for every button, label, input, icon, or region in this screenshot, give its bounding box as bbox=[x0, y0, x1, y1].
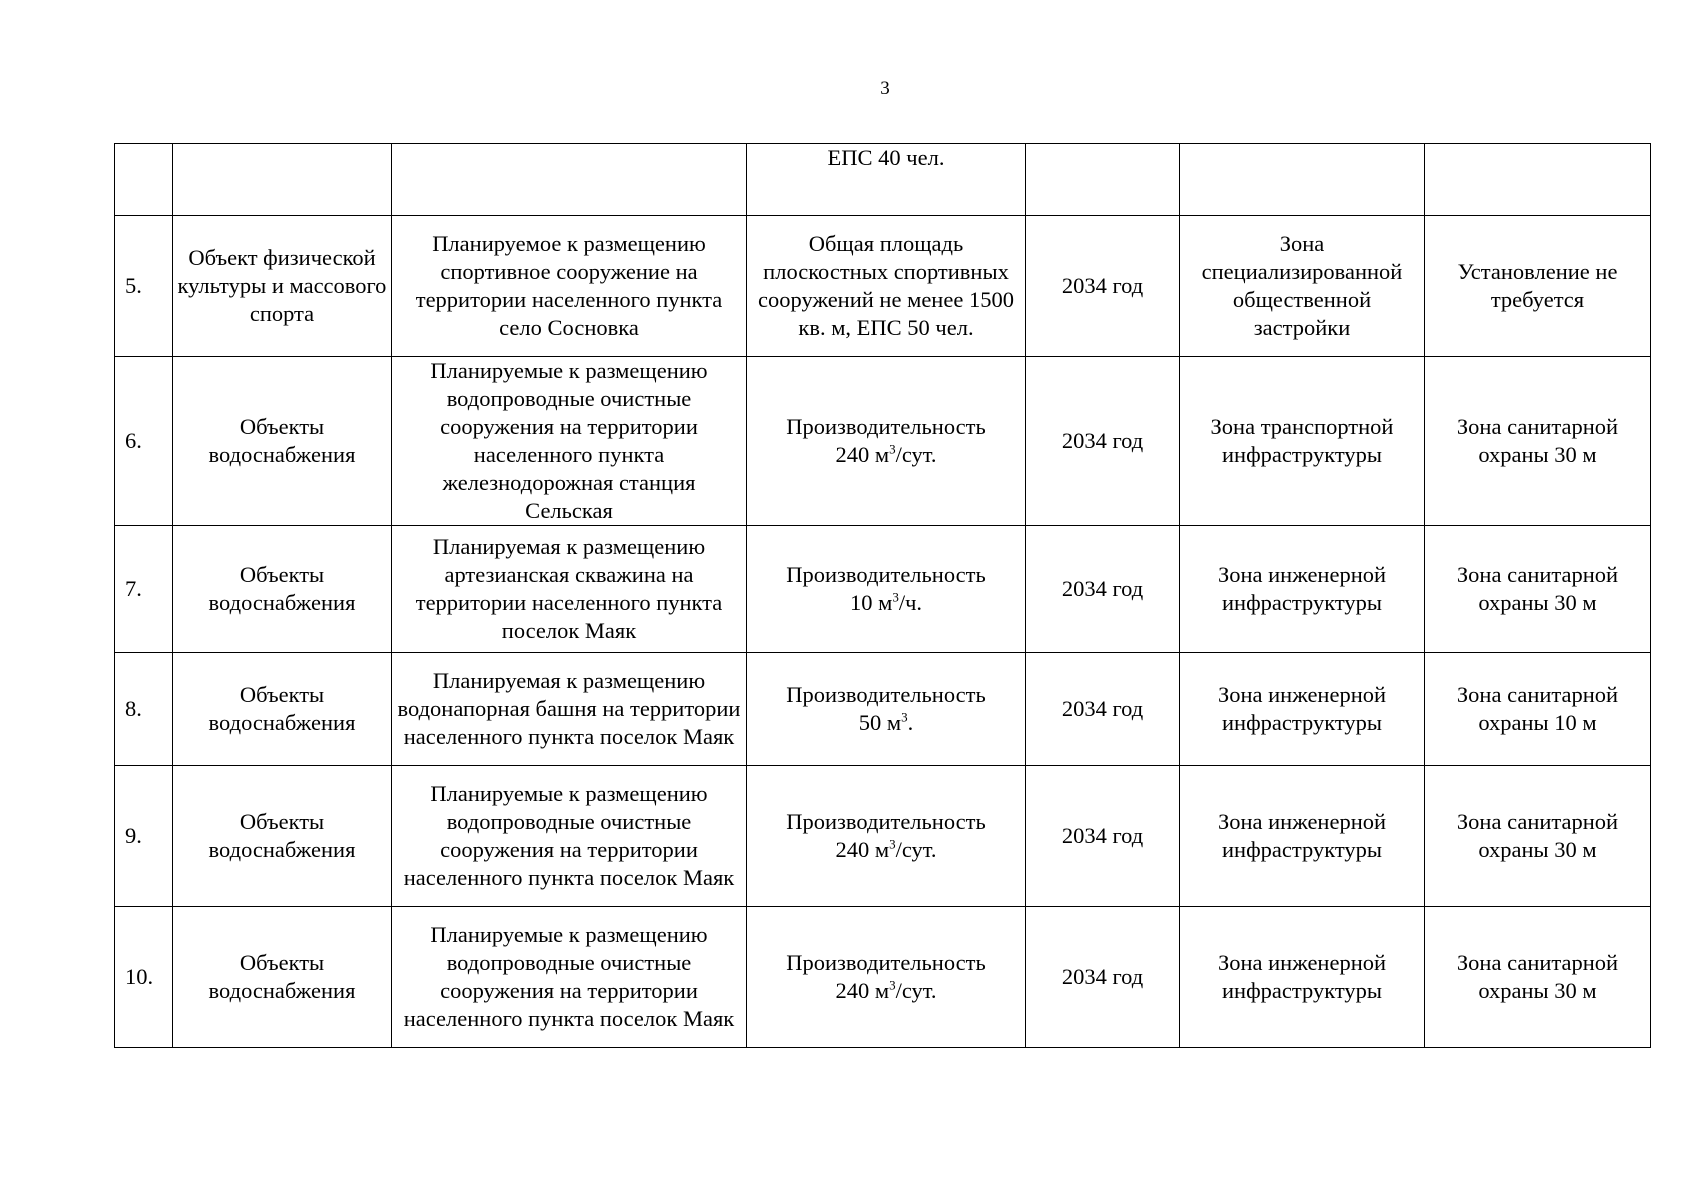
capacity-unit: /сут. bbox=[895, 837, 937, 862]
cell-object-type: Объекты водоснабжения bbox=[173, 766, 392, 907]
cell-protection-zone: Зона санитарной охраны 30 м bbox=[1425, 526, 1651, 653]
cell-term: 2034 год bbox=[1026, 357, 1180, 526]
capacity-label: Производительность bbox=[786, 809, 986, 834]
cell-term bbox=[1026, 144, 1180, 216]
cell-description: Планируемое к размещению спортивное сооружение на территории населенного пункта село Сосновка bbox=[392, 216, 747, 357]
table-row bbox=[115, 216, 1651, 357]
cell-term: 2034 год bbox=[1026, 216, 1180, 357]
cell-protection-zone: Зона санитарной охраны 30 м bbox=[1425, 357, 1651, 526]
cell-characteristics: Общая площадь плоскостных спортивных сооружений не менее 1500 кв. м, ЕПС 50 чел. bbox=[747, 216, 1026, 357]
table-row bbox=[115, 766, 1651, 907]
table-row bbox=[115, 653, 1651, 766]
cell-number: 10. bbox=[115, 907, 173, 1048]
cell-number: 7. bbox=[115, 526, 173, 653]
cell-zone bbox=[1180, 144, 1425, 216]
cell-description: Планируемая к размещению артезианская скважина на территории населенного пункта поселок Маяк bbox=[392, 526, 747, 653]
cell-characteristics bbox=[747, 357, 1026, 526]
cell-description: Планируемые к размещению водопроводные очистные сооружения на территории населенного пункта железнодорожная станция Сельская bbox=[392, 357, 747, 526]
cell-protection-zone: Установление не требуется bbox=[1425, 216, 1651, 357]
cell-protection-zone: Зона санитарной охраны 30 м bbox=[1425, 766, 1651, 907]
cell-characteristics bbox=[747, 907, 1026, 1048]
cell-number bbox=[115, 144, 173, 216]
capacity-exponent: 3 bbox=[889, 441, 896, 457]
cell-protection-zone bbox=[1425, 144, 1651, 216]
capacity-value: 50 м bbox=[858, 710, 902, 735]
cell-object-type: Объекты водоснабжения bbox=[173, 907, 392, 1048]
capacity-exponent: 3 bbox=[889, 977, 896, 993]
cell-term: 2034 год bbox=[1026, 766, 1180, 907]
capacity-label: Производительность bbox=[786, 414, 986, 439]
cell-zone: Зона транспортной инфраструктуры bbox=[1180, 357, 1425, 526]
capacity-unit: . bbox=[907, 710, 914, 735]
table-row-continuation bbox=[115, 144, 1651, 216]
capacity-label: Производительность bbox=[786, 562, 986, 587]
cell-zone: Зона инженерной инфраструктуры bbox=[1180, 526, 1425, 653]
capacity-unit: /сут. bbox=[895, 978, 937, 1003]
cell-number: 5. bbox=[115, 216, 173, 357]
page-number: 3 bbox=[880, 78, 890, 99]
table-row bbox=[115, 526, 1651, 653]
cell-zone: Зона специализированной общественной застройки bbox=[1180, 216, 1425, 357]
cell-number: 8. bbox=[115, 653, 173, 766]
cell-description bbox=[392, 144, 747, 216]
capacity-value: 10 м bbox=[849, 590, 893, 615]
capacity-value: 240 м bbox=[835, 837, 890, 862]
cell-term: 2034 год bbox=[1026, 907, 1180, 1048]
cell-object-type bbox=[173, 144, 392, 216]
capacity-value: 240 м bbox=[835, 442, 890, 467]
cell-protection-zone: Зона санитарной охраны 10 м bbox=[1425, 653, 1651, 766]
capacity-label: Производительность bbox=[786, 682, 986, 707]
cell-zone: Зона инженерной инфраструктуры bbox=[1180, 653, 1425, 766]
capacity-exponent: 3 bbox=[892, 589, 899, 605]
capacity-exponent: 3 bbox=[889, 836, 896, 852]
cell-object-type: Объект физической культуры и массового спорта bbox=[173, 216, 392, 357]
cell-object-type: Объекты водоснабжения bbox=[173, 653, 392, 766]
cell-protection-zone: Зона санитарной охраны 30 м bbox=[1425, 907, 1651, 1048]
cell-number: 9. bbox=[115, 766, 173, 907]
cell-description: Планируемые к размещению водопроводные очистные сооружения на территории населенного пункта поселок Маяк bbox=[392, 907, 747, 1048]
capacity-label: Производительность bbox=[786, 950, 986, 975]
table-row bbox=[115, 907, 1651, 1048]
cell-characteristics: ЕПС 40 чел. bbox=[747, 144, 1026, 216]
cell-zone: Зона инженерной инфраструктуры bbox=[1180, 907, 1425, 1048]
objects-table bbox=[114, 143, 1651, 1048]
cell-number: 6. bbox=[115, 357, 173, 526]
cell-characteristics bbox=[747, 653, 1026, 766]
cell-characteristics bbox=[747, 526, 1026, 653]
capacity-unit: /сут. bbox=[895, 442, 937, 467]
cell-description: Планируемая к размещению водонапорная башня на территории населенного пункта поселок Маяк bbox=[392, 653, 747, 766]
cell-zone: Зона инженерной инфраструктуры bbox=[1180, 766, 1425, 907]
capacity-unit: /ч. bbox=[898, 590, 923, 615]
cell-characteristics bbox=[747, 766, 1026, 907]
cell-term: 2034 год bbox=[1026, 653, 1180, 766]
capacity-value: 240 м bbox=[835, 978, 890, 1003]
cell-object-type: Объекты водоснабжения bbox=[173, 357, 392, 526]
cell-term: 2034 год bbox=[1026, 526, 1180, 653]
capacity-exponent: 3 bbox=[901, 709, 908, 725]
table-row bbox=[115, 357, 1651, 526]
cell-description: Планируемые к размещению водопроводные очистные сооружения на территории населенного пункта поселок Маяк bbox=[392, 766, 747, 907]
cell-object-type: Объекты водоснабжения bbox=[173, 526, 392, 653]
